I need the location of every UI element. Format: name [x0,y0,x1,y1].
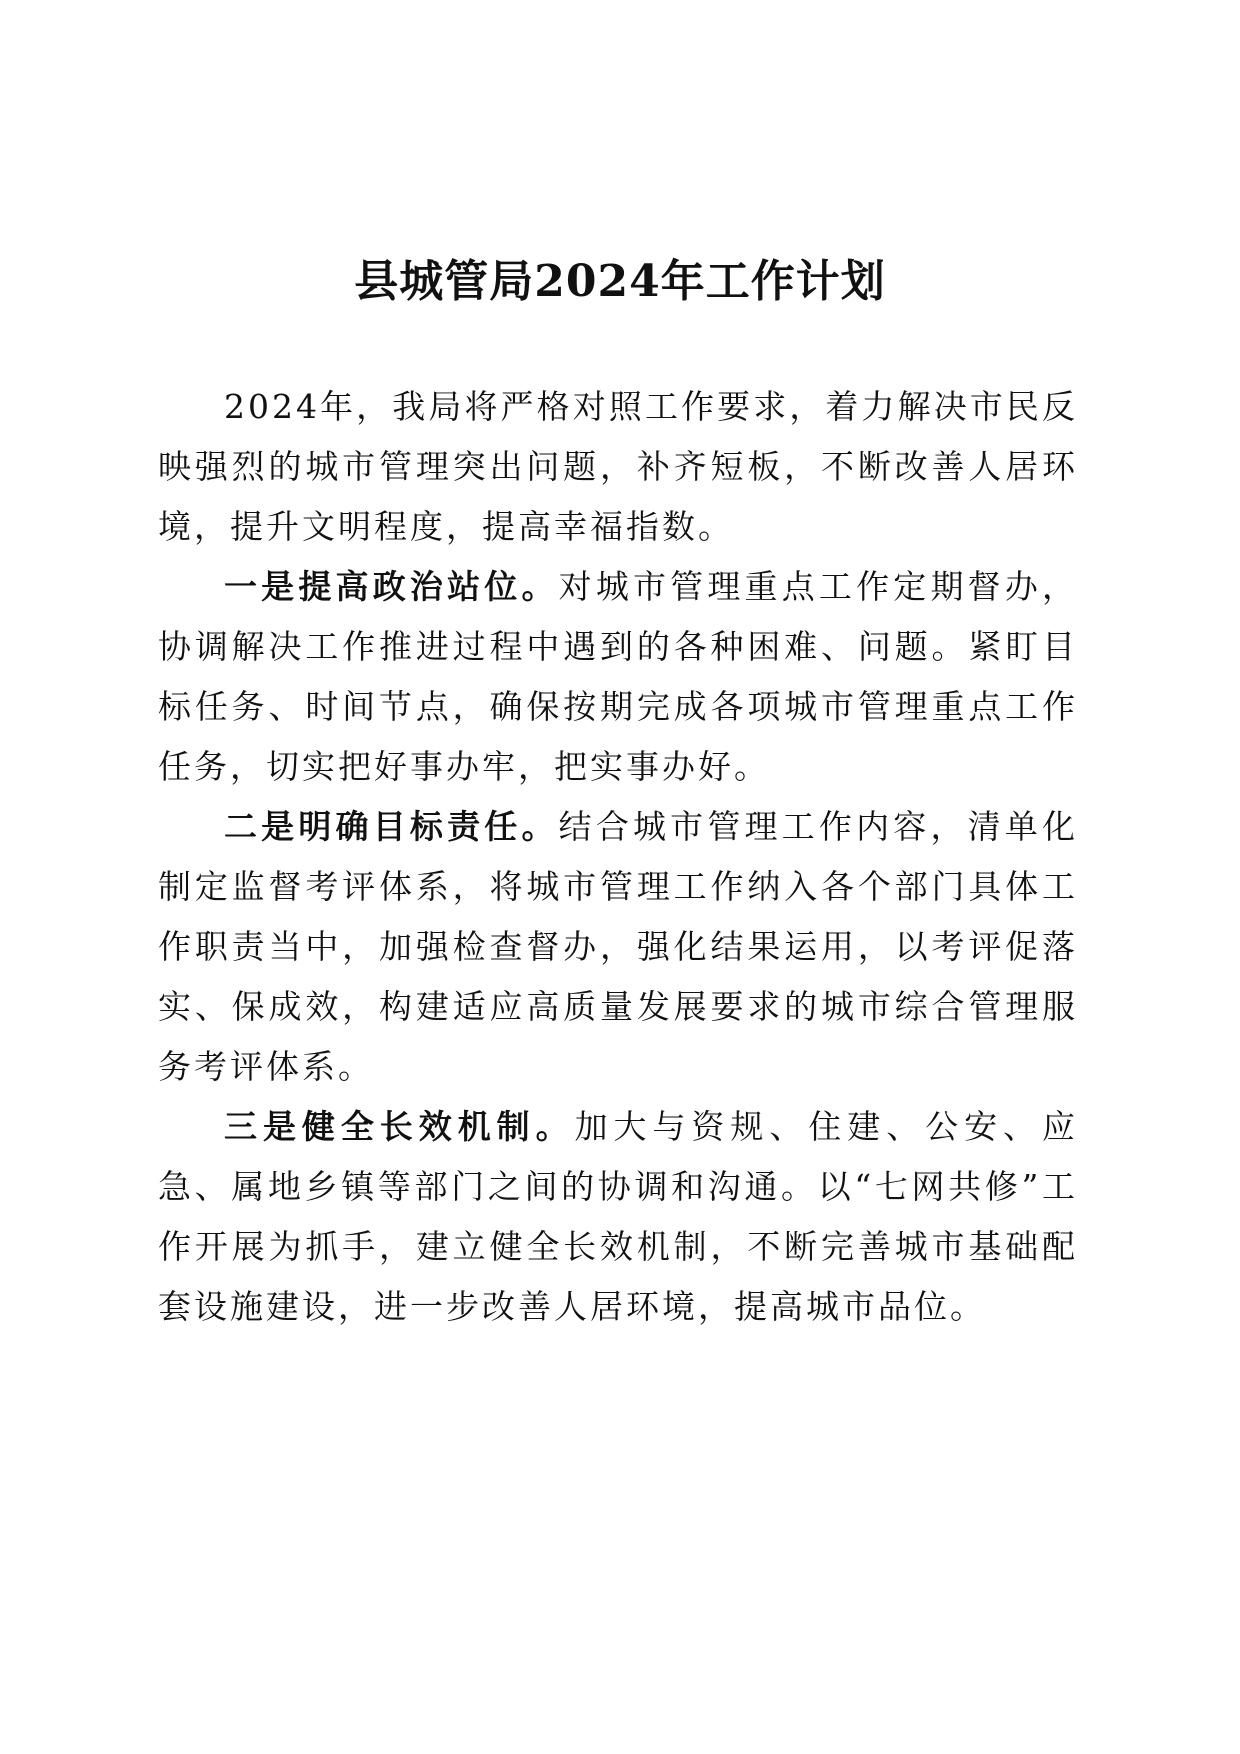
section-paragraph-3 [158,1097,1078,1337]
section-text-1: 对城市管理重点工作定期督办，协调解决工作推进过程中遇到的各种困难、问题。紧盯目标任务、时间节点，确保按期完成各项城市管理重点工作任务，切实把好事办牢，把实事办好。 [158,567,1079,786]
section-text-2: 结合城市管理工作内容，清单化制定监督考评体系，将城市管理工作纳入各个部门具体工作职责当中，加强检查督办，强化结果运用，以考评促落实、保成效，构建适应高质量发展要求的城市综合管理服务考评体系。 [158,807,1079,1086]
section-lead-2: 二是明确目标责任。 [224,807,559,846]
document-title: 县城管局2024年工作计划 [354,256,886,307]
section-text-3: 加大与资规、住建、公安、应急、属地乡镇等部门之间的协调和沟通。以“七网共修”工作开展为抓手，建立健全长效机制，不断完善城市基础配套设施建设，进一步改善人居环境，提高城市品位。 [158,1107,1079,1326]
section-paragraph-1 [158,557,1078,797]
section-lead-3: 三是健全长效机制。 [224,1107,575,1146]
intro-paragraph: 2024年，我局将严格对照工作要求，着力解决市民反映强烈的城市管理突出问题，补齐短板，不断改善人居环境，提升文明程度，提高幸福指数。 [158,387,1078,546]
document-body [158,377,1078,1337]
section-paragraph-2 [158,797,1078,1097]
section-lead-1: 一是提高政治站位。 [224,567,559,606]
